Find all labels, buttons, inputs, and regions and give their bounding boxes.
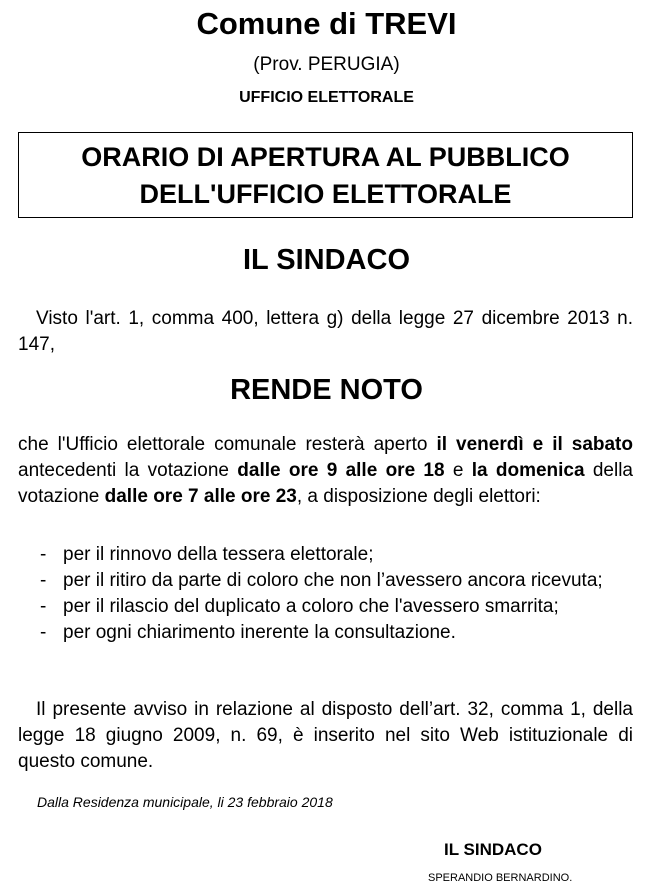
list-item-text: per ogni chiarimento inerente la consultazione. (63, 622, 456, 643)
list-item (18, 594, 633, 620)
list-item (18, 620, 633, 646)
provincia-label: (Prov. PERUGIA) (253, 54, 400, 75)
visto-paragraph (18, 306, 633, 358)
list-dash: - (40, 596, 47, 617)
sindaco-heading: IL SINDACO (242, 244, 411, 276)
notice-title-line-1: ORARIO DI APERTURA AL PUBBLICO (81, 142, 570, 172)
visto-text: Visto l'art. 1, comma 400, lettera g) della legge 27 dicembre 2013 n. 147, (18, 308, 633, 355)
list-dash: - (40, 570, 47, 591)
list-dash: - (40, 544, 47, 565)
list-item-text: per il ritiro da parte di coloro che non l’avessero ancora ricevuta; (63, 570, 603, 591)
rende-noto-heading: RENDE NOTO (230, 374, 423, 406)
avviso-paragraph (18, 697, 633, 775)
services-list (18, 542, 633, 646)
body-text-2: antecedenti la votazione (18, 460, 238, 481)
list-item-text: per il rinnovo della tessera elettorale; (63, 544, 374, 565)
body-text-5: , a disposizione degli elettori: (296, 486, 541, 507)
comune-title: Comune di TREVI (196, 6, 457, 41)
body-text-3: e (444, 460, 472, 481)
body-bold-sunday: la domenica (471, 460, 585, 481)
list-item-text: per il rilascio del duplicato a coloro che l'avessero smarrita; (63, 596, 559, 617)
body-text-1: che l'Ufficio elettorale comunale resterà aperto (18, 434, 437, 455)
place-date: Dalla Residenza municipale, li 23 febbraio 2018 (37, 794, 333, 810)
body-bold-hours-2: dalle ore 7 alle ore 23 (104, 486, 297, 507)
body-bold-hours-1: dalle ore 9 alle ore 18 (237, 460, 445, 481)
signature-name: SPERANDIO BERNARDINO. (428, 872, 573, 884)
list-item (18, 542, 633, 568)
notice-title-line-2: DELL'UFFICIO ELETTORALE (139, 179, 512, 209)
body-bold-days: il venerdì e il sabato (436, 434, 633, 455)
avviso-text: Il presente avviso in relazione al disposto dell’art. 32, comma 1, della legge 18 giugno 2009, n. 69, è inserito nel sito Web istituzionale di questo comune. (18, 699, 633, 772)
body-text-4: della votazione (18, 460, 633, 507)
notice-title-box (18, 132, 633, 218)
ufficio-label: UFFICIO ELETTORALE (239, 89, 414, 106)
list-item (18, 568, 633, 594)
signature-title: IL SINDACO (444, 840, 542, 859)
list-dash: - (40, 622, 47, 643)
announcement-paragraph (18, 432, 633, 510)
